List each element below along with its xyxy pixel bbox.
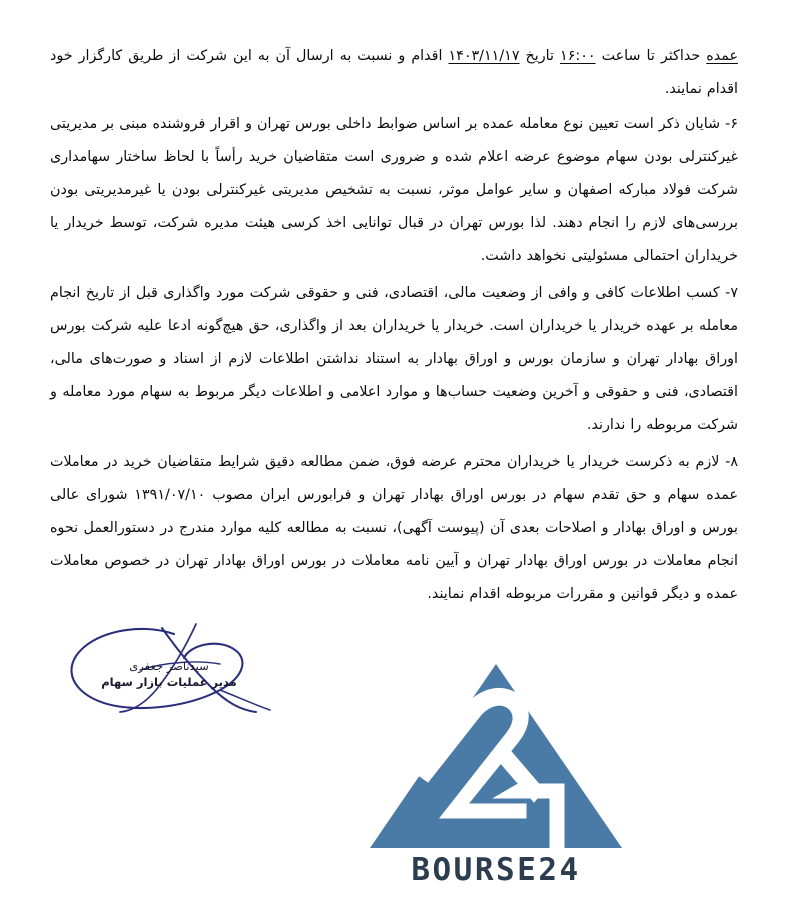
paragraph-8: ۸- لازم به ذکرست خریدار یا خریداران محترم عرضه فوق، ضمن مطالعه دقیق شرایط متقاضیان خرید در معاملات عمده سهام و حق تقدم سهام در بورس اوراق بهادار تهران و فرابورس ایران مصوب ۱۳۹۱/۰۷/۱۰ شورای عالی بورس و اوراق بهادار و اصلاحات بعدی آن (پیوست آگهی)، نسبت به مطالعه کلیه موارد مندرج در دستورالعمل نحوه انجام معاملات در بورس اوراق بهادار تهران و آیین نامه معاملات در بورس اوراق بهادار تهران در خصوص معاملات عمده و دیگر قوانین و مقررات مربوطه اقدام نمایند. [50,454,738,602]
paragraph-continuation [50,40,738,106]
text-segment-5: اقدام و نسبت به ارسال آن به این شرکت از طریق کارگزار خود اقدام نمایند. [50,48,738,97]
signature-text [44,658,294,691]
paragraph-6: ۶- شایان ذکر است تعیین نوع معامله عمده بر اساس ضوابط داخلی بورس تهران و اقرار فروشنده مبنی بر مدیریتی غیرکنترلی بودن سهام موضوع عرضه اعلام شده و ضروری است متقاضیان خرید رأساً با لحاظ ساختار سهامداری شرکت فولاد مبارکه اصفهان و سایر عوامل موثر، نسبت به تشخیص مدیریتی غیرکنترلی بودن یا غیرمدیریتی بودن بررسی‌های لازم را انجام دهند. لذا بورس تهران در قبال توانایی اخذ کرسی هیئت مدیره شرکت، توسط خریدار یا خریداران احتمالی مسئولیتی نخواهد داشت. [50,116,738,264]
deadline-date: ۱۴۰۳/۱۱/۱۷ [448,48,520,64]
logo-wordmark: BOURSE24 [411,852,581,888]
deadline-time: ۱۶:۰۰ [560,48,596,64]
document-body [50,40,738,615]
keyword-omde: عمده [706,48,738,64]
bourse24-triangle-icon [368,662,624,850]
paragraph-7: ۷- کسب اطلاعات کافی و وافی از وضعیت مالی، اقتصادی، فنی و حقوقی شرکت مورد واگذاری قبل از تاریخ انجام معامله بر عهده خریدار یا خریداران است. خریدار یا خریداران بعد از واگذاری، حق هیچ‌گونه ادعا علیه شرکت بورس اوراق بهادار تهران و سازمان بورس و اوراق بهادار به استناد نداشتن اطلاعات لازم از اسناد و صورت‌های مالی، اقتصادی، فنی و حقوقی و آخرین وضعیت حساب‌ها و موارد اعلامی و اطلاعات دیگر مربوط به سهام مورد معامله و شرکت مربوطه را ندارند. [50,285,738,433]
signer-title: مدیر عملیات بازار سهام [101,675,237,689]
signer-name: سیدناصر جعفری [129,659,209,673]
text-segment-3: تاریخ [519,48,561,64]
text-segment-1: حداکثر تا ساعت [595,48,707,64]
signature-block [44,612,344,722]
bourse24-logo [366,662,626,902]
